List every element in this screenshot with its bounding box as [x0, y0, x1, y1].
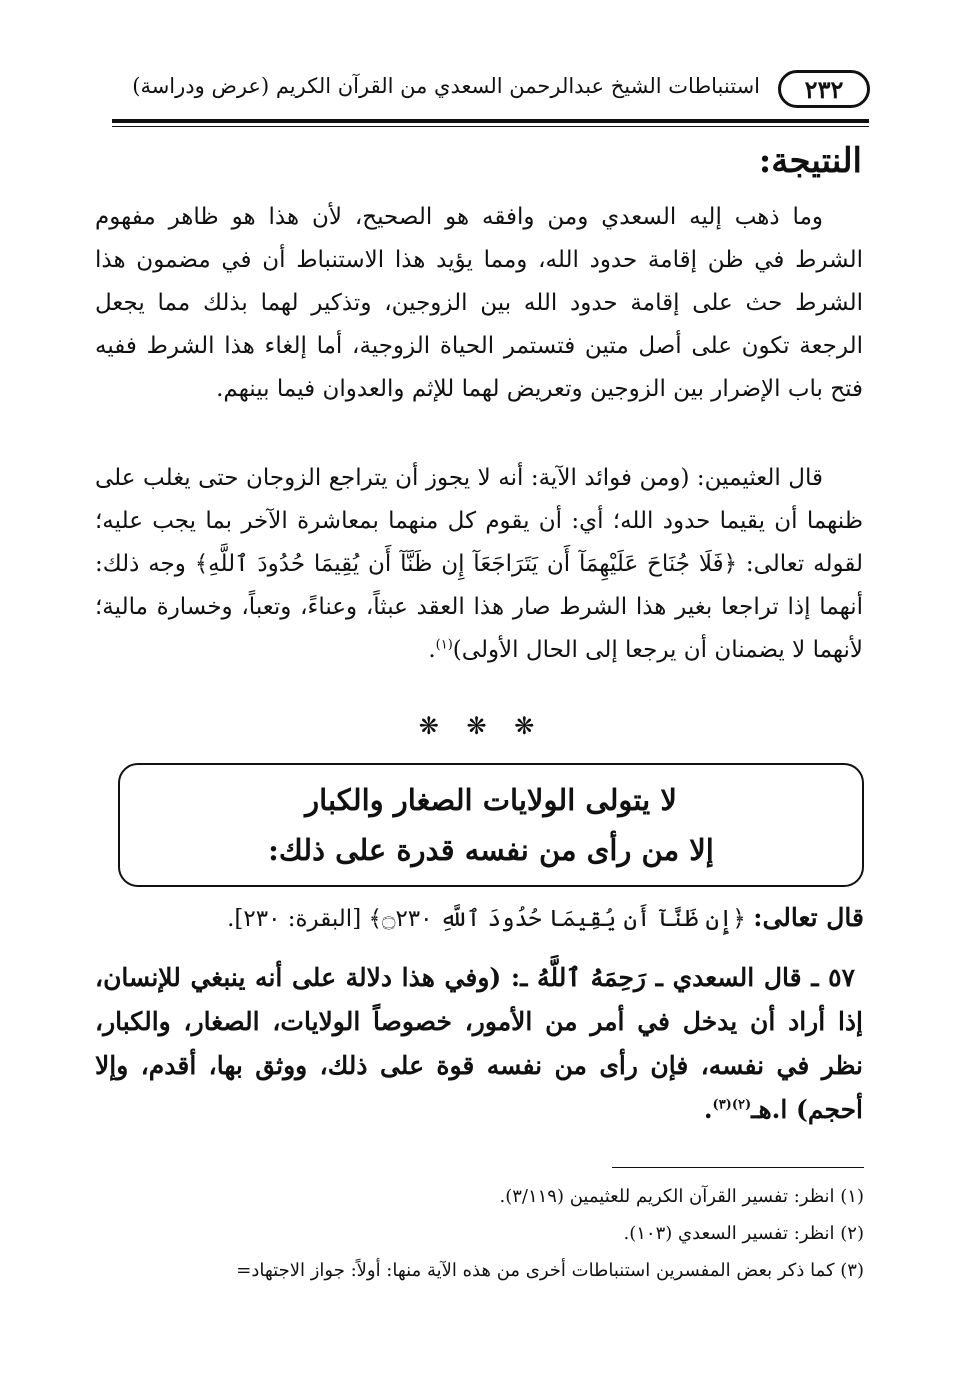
verse-line: [227, 903, 864, 932]
uthaymin-text: قال العثيمين: (ومن فوائد الآية: أنه لا يجوز أن يتراجع الزوجان حتى يغلب على ظنهما أن يقيما حدود الله؛ أي: أن يقوم كل منهما بمعاشرة الآخر بما يجب عليه؛ لقوله تعالى: ﴿فَلَا جُنَاحَ عَلَيْهِمَآ أَن يَتَرَاجَعَآ إِن ظَنَّآ أَن يُقِيمَا حُدُودَ ٱللَّهِ﴾ وجه ذلك: أنهما إذا تراجعا بغير هذا الشرط صار هذا العقد عبثاً، وعناءً، وتعباً، وخسارة مالية؛ لأنهما لا يضمنان أن يرجعا إلى الحال الأولى): [95, 465, 863, 663]
saadi-quote-paragraph: [95, 956, 863, 1132]
footnote-2: (٢) انظر: تفسير السعدي (١٠٣).: [623, 1223, 864, 1244]
footnote-refs-2-3[interactable]: (٢)(٣): [712, 1097, 752, 1113]
topic-title-line-2: إلا من رأى من نفسه قدرة على ذلك:: [268, 833, 714, 867]
page-number-badge: ٢٣٢: [778, 70, 870, 108]
footnote-ref-1[interactable]: (١): [435, 637, 453, 653]
separator-star-icon: ❋: [466, 712, 493, 740]
verse-lead: قال تعالى:: [753, 903, 864, 932]
topic-title-line-1: لا يتولى الولايات الصغار والكبار: [305, 783, 677, 817]
page-header: [100, 68, 870, 120]
section-heading: النتيجة:: [758, 141, 862, 181]
verse-citation: [البقرة: ٢٣٠].: [227, 906, 362, 932]
header-rule-thin: [112, 126, 869, 127]
separator-star-icon: ❋: [418, 712, 445, 740]
separator-star-icon: ❋: [514, 712, 541, 740]
verse-text: ﴿إِن ظَنَّآ أَن يُقِيمَا حُدُودَ ٱللَّهِ ۝٢٣٠﴾: [368, 906, 746, 932]
footnote-rule: [612, 1167, 864, 1168]
running-title: استنباطات الشيخ عبدالرحمن السعدي من القرآن الكريم (عرض ودراسة): [132, 74, 760, 98]
result-text: وما ذهب إليه السعدي ومن وافقه هو الصحيح، لأن هذا هو ظاهر مفهوم الشرط في ظن إقامة حدود الله، ومما يؤيد هذا الاستنباط أن في مضمون هذا الشرط حث على إقامة حدود الله بين الزوجين، وتذكير لهما بذلك مما يجعل الرجعة تكون على أصل متين فتستمر الحياة الزوجية، أما إلغاء هذا الشرط ففيه فتح باب الإضرار بين الزوجين وتعريض لهما للإثم والعدوان فيما بينهم.: [95, 204, 863, 402]
footnote-1: (١) انظر: تفسير القرآن الكريم للعثيمين (٣/١١٩).: [499, 1186, 864, 1207]
saadi-quote-block: [95, 956, 863, 1132]
result-paragraph: [95, 196, 863, 411]
saadi-quote-end: .: [703, 1095, 713, 1124]
uthaymin-text-block: [95, 457, 863, 672]
topic-title-box: [118, 763, 864, 887]
footnote-3: (٣) كما ذكر بعض المفسرين استنباطات أخرى من هذه الآية منها: أولاً: جواز الاجتهاد=: [236, 1260, 864, 1281]
footnotes: [84, 1178, 864, 1289]
uthaymin-end: .: [428, 637, 436, 663]
uthaymin-paragraph: [95, 457, 863, 672]
header-rule-thick: [112, 119, 869, 123]
section-separator: [0, 712, 959, 740]
saadi-quote-text: ٥٧ ـ قال السعدي ـ رَحِمَهُ ٱللَّهُ ـ: (وفي هذا دلالة على أنه ينبغي للإنسان، إذا أراد أن يدخل في أمر من الأمور، خصوصاً الولايات، الصغار، والكبار، نظر في نفسه، فإن رأى من نفسه قوة على ذلك، ووثق بها، أقدم، وإلا أحجم) ا.هـ: [95, 963, 863, 1124]
